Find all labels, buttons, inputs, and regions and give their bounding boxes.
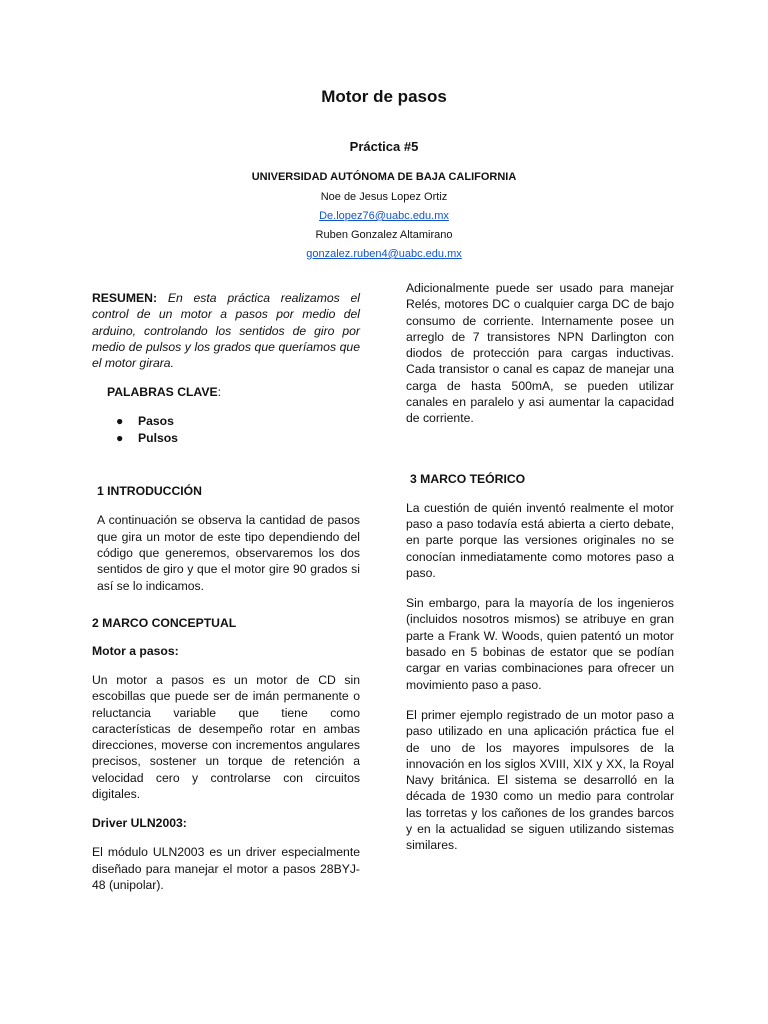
abstract [92,290,360,371]
driver-continuation-text: Adicionalmente puede ser usado para manejar Relés, motores DC o cualquier carga DC de bajo consumo de corriente. Internamente posee un arreglo de 7 transistores NPN Darlington con diodos de protección para cargas inductivas. Cada transistor o canal es capaz de manejar una carga de hasta 500mA, se pueden utilizar canales en paralelo y asi aumentar la capacidad de corriente. [406,281,674,426]
practice-number: Práctica #5 [349,139,419,154]
bullet-icon: ● [116,414,124,429]
theory-heading: 3 MARCO TEÓRICO [410,471,526,486]
driver-subheading: Driver ULN2003: [92,816,187,831]
paper-title: Motor de pasos [321,87,447,106]
bullet-icon: ● [116,430,124,445]
theory-paragraph-3: El primer ejemplo registrado de un motor paso a paso utilizado en una aplicación práctica fue el de uno de los mayores impulsores de la innovación en los siglos XVIII, XIX y XX, la Royal Navy británica. El sistema se desarrolló en la década de 1930 como un medio para controlar las torretas y los cañones de los grandes barcos y en la actualidad se siguen utilizando sistemas similares. [406,707,674,853]
abstract-text: En esta práctica realizamos el control de un motor a pasos por medio del arduino, controlando los sentidos de giro por medio de pulsos y los grados que queríamos que el motor girara. [92,291,360,371]
keywords-list [92,413,360,446]
motor-text: Un motor a pasos es un motor de CD sin escobillas que puede ser de imán permanente o reluctancia variable que tiene como características de desempeño rotar en ambas direcciones, moverse con incrementos angulares precisos, sostener un torque de retención a velocidad cero y controlarse con circuitos digitales. [92,672,360,802]
left-column [92,290,360,893]
keyword-item: ● Pasos [116,414,174,429]
keyword-item: ● Pulsos [116,430,178,445]
conceptual-heading: 2 MARCO CONCEPTUAL [92,615,237,630]
author-email-link-1[interactable]: De.lopez76@uabc.edu.mx [319,210,449,222]
motor-subheading: Motor a pasos: [92,643,179,658]
intro-text: A continuación se observa la cantidad de pasos que gira un motor de este tipo dependiendo del código que generemos, observaremos los dos sentidos de giro y que el motor gire 90 grados si así se lo indicamos. [97,513,360,593]
driver-text: El módulo ULN2003 es un driver especialmente diseñado para manejar el motor a pasos 28BYJ-48 (unipolar). [92,845,360,892]
intro-heading: 1 INTRODUCCIÓN [97,484,202,499]
theory-paragraph-2: Sin embargo, para la mayoría de los ingenieros (incluidos nosotros mismos) se atribuye en gran parte a Frank W. Woods, quien patentó un motor basado en 5 bobinas de estator que se podían cargar en varias combinaciones para ofrecer un movimiento paso a paso. [406,596,674,692]
right-column [406,280,674,854]
author-name-2: Ruben Gonzalez Altamirano [315,229,453,241]
theory-paragraph-1: La cuestión de quién inventó realmente el motor paso a paso todavía está abierta a cierto debate, en parte porque las versiones originales no se conocían inmediatamente como motores paso a paso. [406,500,674,580]
author-email-link-2[interactable]: gonzalez.ruben4@uabc.edu.mx [306,248,462,260]
abstract-label: RESUMEN: [92,291,158,305]
keywords-heading: PALABRAS CLAVE: [107,385,221,400]
author-name-1: Noe de Jesus Lopez Ortiz [320,191,448,203]
university-name: UNIVERSIDAD AUTÓNOMA DE BAJA CALIFORNIA [251,171,517,183]
